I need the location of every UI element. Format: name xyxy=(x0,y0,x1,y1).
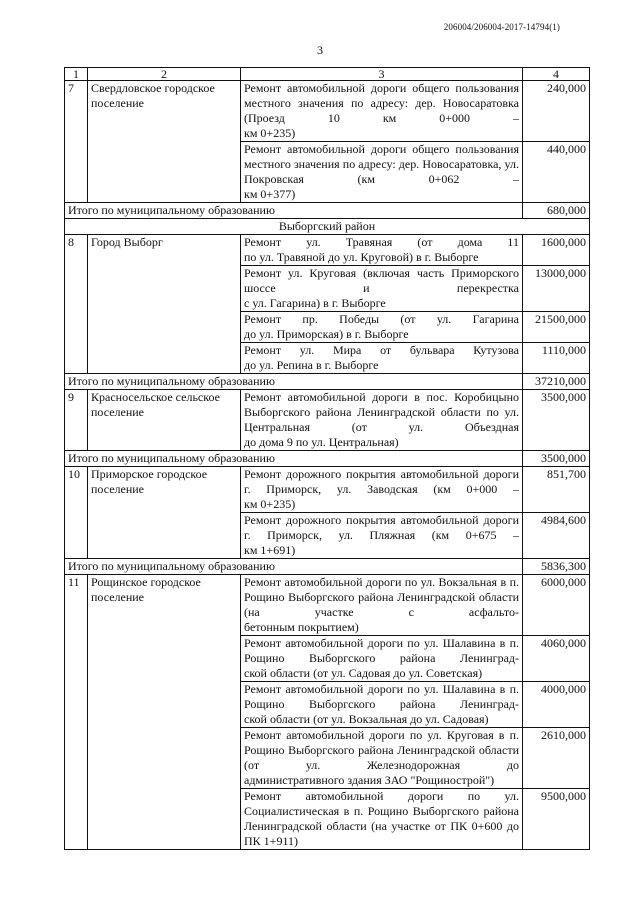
work-description: Ремонт ул. Мира от бульвара Кутузова до ул. Репина в г. Выборге xyxy=(241,343,523,374)
work-amount: 4984,600 xyxy=(523,513,590,559)
document-code: 206004/206004-2017-14794(1) xyxy=(443,22,560,32)
work-description: Ремонт автомобильной дороги по ул. Вокзальная в п. Рощино Выборгского района Ленинградской области (на участке с асфальто- бетонным покрытием) xyxy=(241,575,523,636)
work-description: Ремонт автомобильной дороги по ул. Социалистическая в п. Рощино Выборгского района Ленинградской области (на участке от ПК 0+600 до ПК 1+911) xyxy=(241,789,523,850)
work-description: Ремонт пр. Победы (от ул. Гагарина до ул. Приморская) в г. Выборге xyxy=(241,312,523,343)
district-row xyxy=(65,219,590,235)
work-description: Ремонт дорожного покрытия автомобильной дороги г. Приморск, ул. Пляжная (км 0+675 – км 1+691) xyxy=(241,513,523,559)
municipality-name: Приморское городское поселение xyxy=(88,467,241,559)
column-number-row xyxy=(65,68,590,81)
work-amount: 851,700 xyxy=(523,467,590,513)
municipality-name: Рощинское городское поселение xyxy=(88,575,241,850)
work-amount: 1110,000 xyxy=(523,343,590,374)
total-label: Итого по муниципальному образованию xyxy=(65,451,523,467)
row-number: 9 xyxy=(65,390,88,451)
total-row xyxy=(65,451,590,467)
work-amount: 9500,000 xyxy=(523,789,590,850)
works-table xyxy=(64,67,590,850)
page-number: 3 xyxy=(317,43,323,57)
total-row xyxy=(65,203,590,219)
column-number: 1 xyxy=(65,68,88,81)
work-description: Ремонт автомобильной дороги в пос. Коробицыно Выборгского района Ленинградской области по ул. Центральная (от ул. Объездная до дома 9 по ул. Центральная) xyxy=(241,390,523,451)
work-description: Ремонт ул. Травяная (от дома 11 по ул. Травяной до ул. Круговой) в г. Выборге xyxy=(241,235,523,266)
municipality-name: Свердловское городское поселение xyxy=(88,81,241,203)
total-row xyxy=(65,559,590,575)
total-label: Итого по муниципальному образованию xyxy=(65,203,523,219)
column-number: 3 xyxy=(241,68,523,81)
work-description: Ремонт автомобильной дороги общего пользования местного значения по адресу: дер. Новосаратовка (Проезд 10 км 0+000 – км 0+235) xyxy=(241,81,523,142)
work-amount: 6000,000 xyxy=(523,575,590,636)
work-description: Ремонт автомобильной дороги по ул. Круговая в п. Рощино Выборгского района Ленинградской области (от ул. Железнодорожная до административного здания ЗАО "Рощинострой") xyxy=(241,728,523,789)
work-description: Ремонт дорожного покрытия автомобильной дороги г. Приморск, ул. Заводская (км 0+000 – км 0+235) xyxy=(241,467,523,513)
table-row xyxy=(65,575,590,636)
work-description: Ремонт автомобильной дороги общего пользования местного значения по адресу: дер. Новосаратовка, ул. Покровская (км 0+062 – км 0+377) xyxy=(241,142,523,203)
work-amount: 2610,000 xyxy=(523,728,590,789)
work-amount: 4000,000 xyxy=(523,682,590,728)
column-number: 2 xyxy=(88,68,241,81)
row-number: 7 xyxy=(65,81,88,203)
work-amount: 4060,000 xyxy=(523,636,590,682)
total-amount: 5836,300 xyxy=(523,559,590,575)
work-amount: 440,000 xyxy=(523,142,590,203)
total-amount: 37210,000 xyxy=(523,374,590,390)
work-amount: 1600,000 xyxy=(523,235,590,266)
column-number: 4 xyxy=(523,68,590,81)
total-amount: 3500,000 xyxy=(523,451,590,467)
municipality-name: Красносельское сельское поселение xyxy=(88,390,241,451)
total-row xyxy=(65,374,590,390)
row-number: 11 xyxy=(65,575,88,850)
row-number: 10 xyxy=(65,467,88,559)
table-row xyxy=(65,467,590,513)
table-row xyxy=(65,390,590,451)
work-description: Ремонт ул. Круговая (включая часть Приморского шоссе и перекрестка с ул. Гагарина) в г. Выборге xyxy=(241,266,523,312)
total-label: Итого по муниципальному образованию xyxy=(65,559,523,575)
work-amount: 13000,000 xyxy=(523,266,590,312)
total-label: Итого по муниципальному образованию xyxy=(65,374,523,390)
work-description: Ремонт автомобильной дороги по ул. Шалавина в п. Рощино Выборгского района Ленинград- ской области (от ул. Вокзальная до ул. Садовая) xyxy=(241,682,523,728)
work-amount: 3500,000 xyxy=(523,390,590,451)
municipality-name: Город Выборг xyxy=(88,235,241,374)
table-row xyxy=(65,81,590,142)
work-amount: 21500,000 xyxy=(523,312,590,343)
district-heading: Выборгский район xyxy=(65,219,590,235)
table-row xyxy=(65,235,590,266)
total-amount: 680,000 xyxy=(523,203,590,219)
work-amount: 240,000 xyxy=(523,81,590,142)
work-description: Ремонт автомобильной дороги по ул. Шалавина в п. Рощино Выборгского района Ленинград- ской области (от ул. Садовая до ул. Советская) xyxy=(241,636,523,682)
row-number: 8 xyxy=(65,235,88,374)
